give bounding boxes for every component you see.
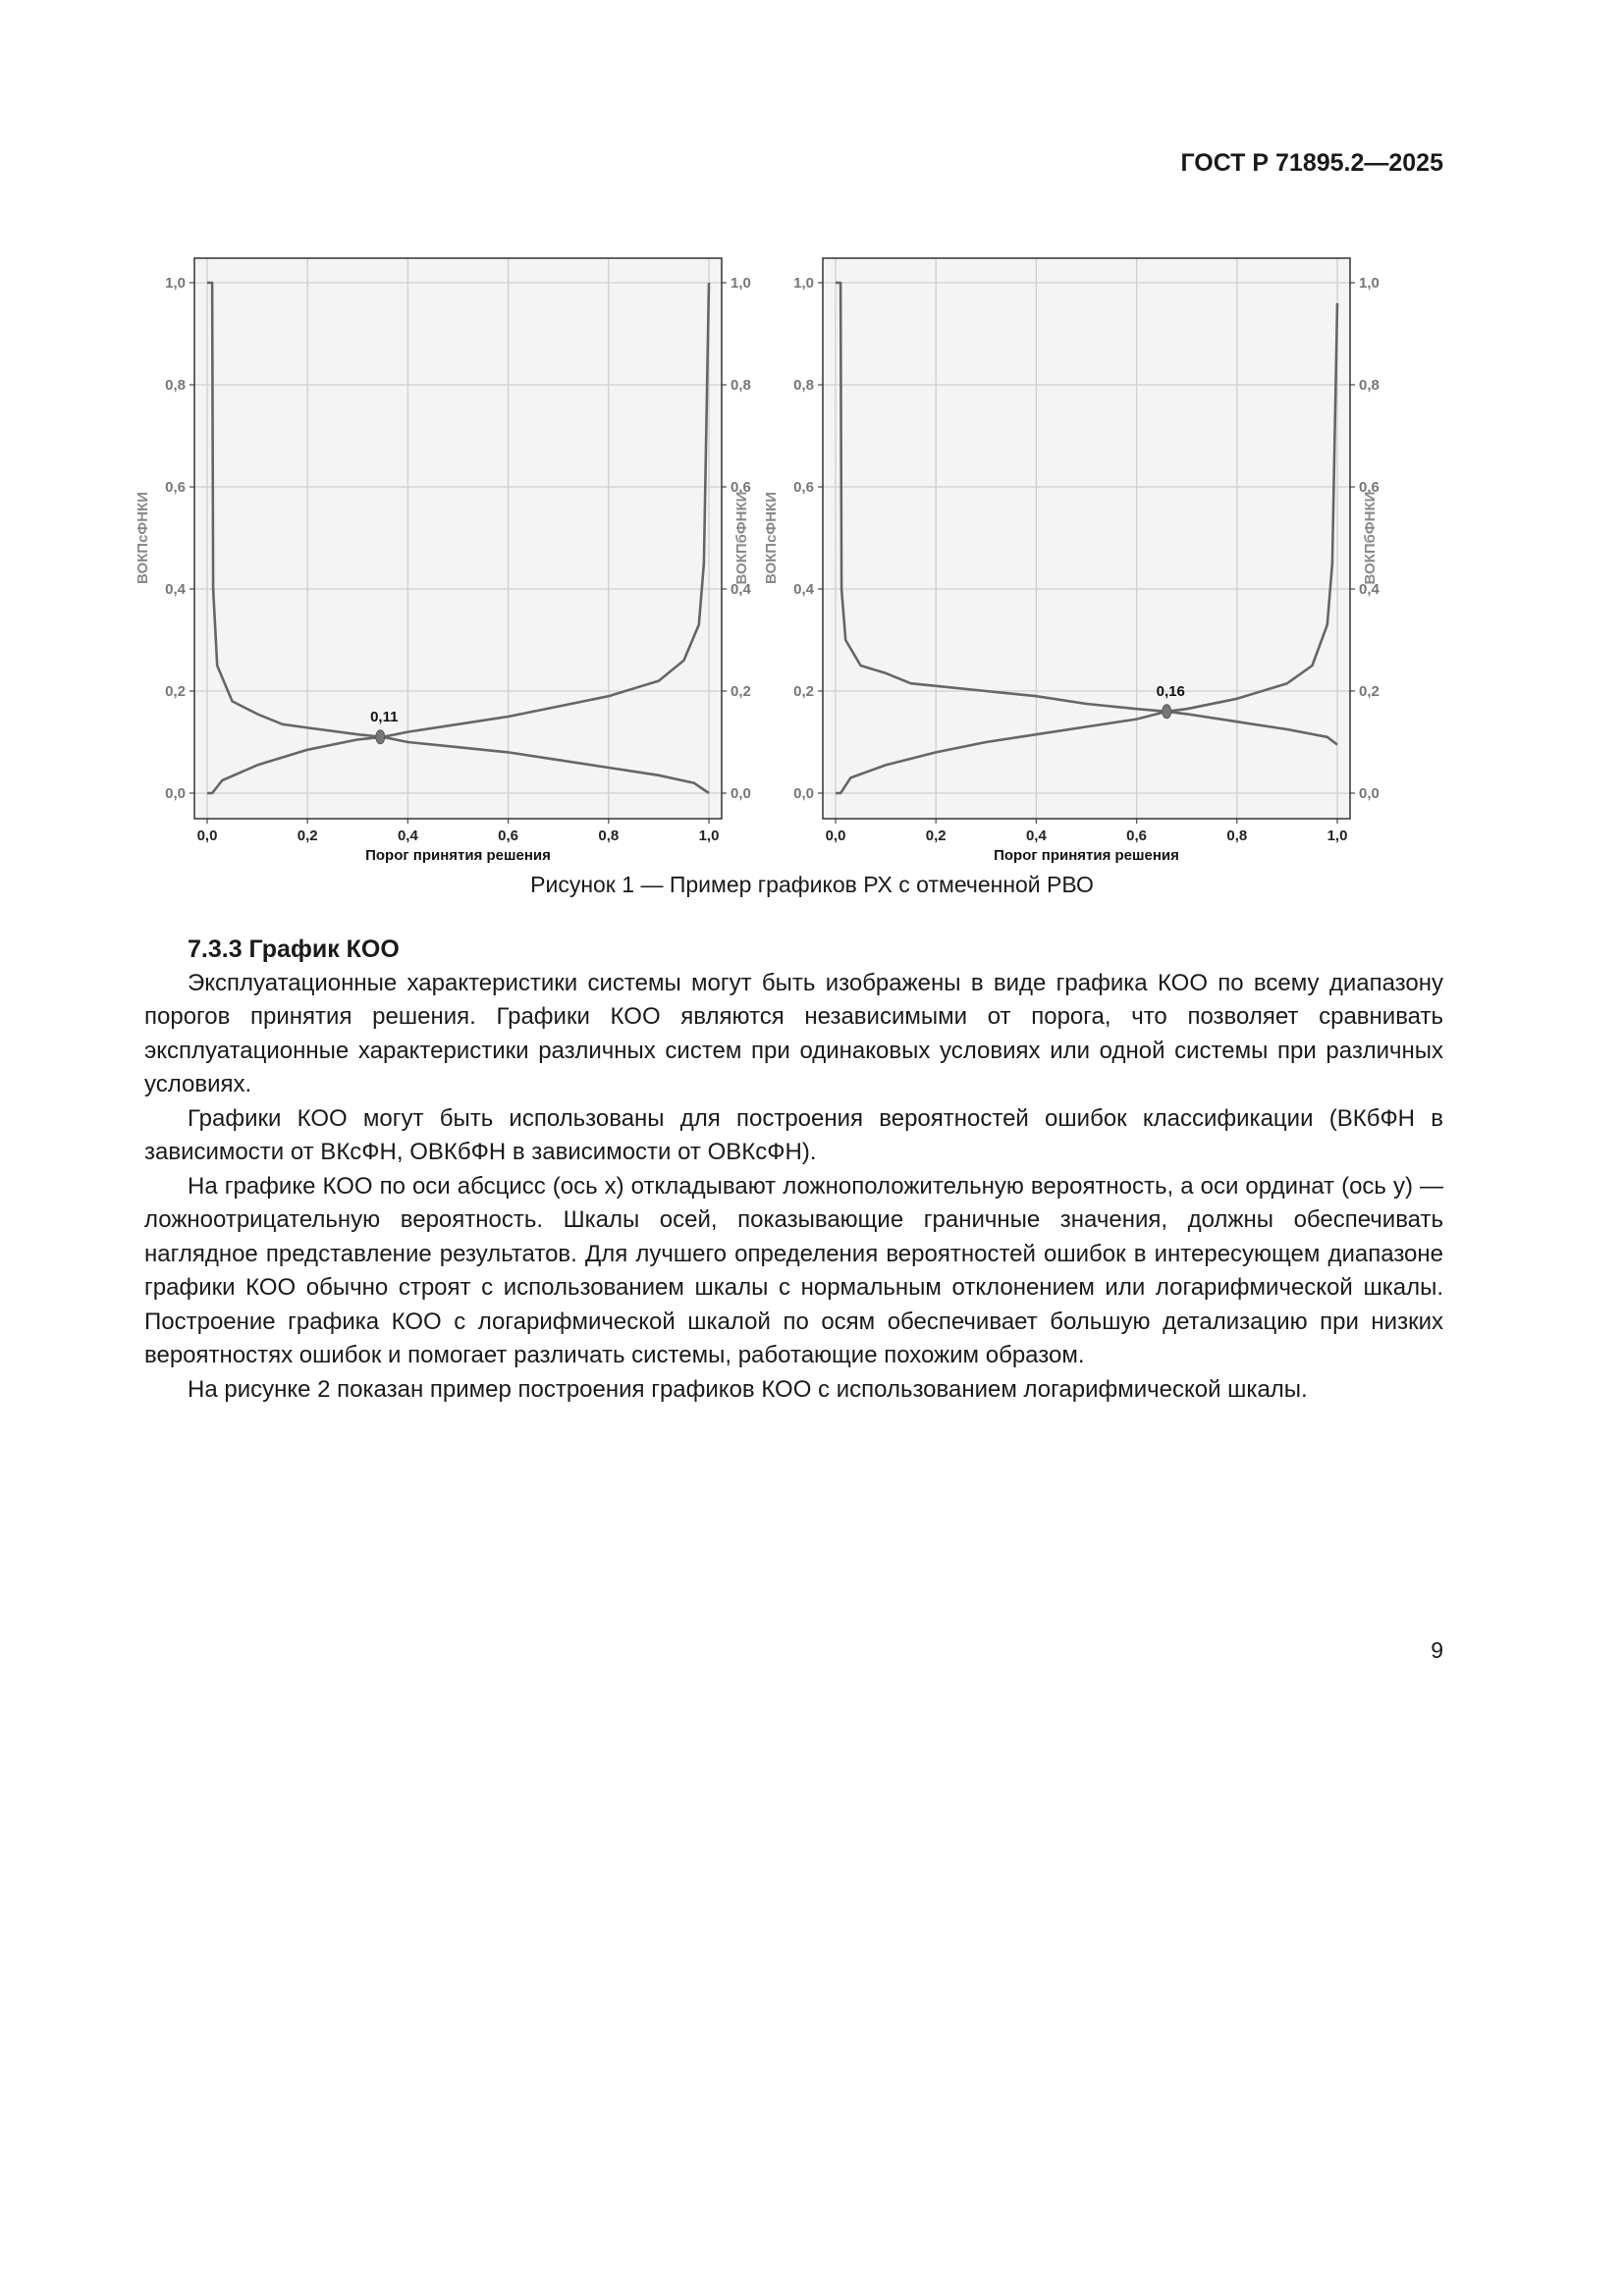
y-axis-label-right: ВОКПбФНКИ	[733, 491, 750, 585]
y-tick-label-left: 0,6	[793, 479, 814, 496]
y-tick-label-left: 0,8	[165, 377, 186, 394]
x-axis-label: Порог принятия решения	[994, 847, 1179, 864]
y-tick-label-left: 0,2	[793, 683, 814, 700]
figure-caption: Рисунок 1 — Пример графиков РХ с отмеченной РВО	[530, 872, 1094, 897]
y-tick-label-right: 1,0	[731, 275, 751, 292]
x-tick-label: 0,0	[825, 828, 846, 844]
paragraph: На графике КОО по оси абсцисс (ось x) откладывают ложноположительную вероятность, а оси ординат (ось y) — ложноотрицательную вероятность. Шкалы осей, показывающие граничные значения, должны обеспечивать наглядное представление результатов. Для лучшего определения вероятностей ошибок в интересующем диапазоне графики КОО обычно строят с использованием шкалы с нормальным отклонением или логарифмической шкалы. Построение графика КОО с логарифмической шкалой по осям обеспечивает большую детализацию при низких вероятностях ошибок и помогает различать системы, работающие похожим образом.	[144, 1172, 1443, 1368]
y-tick-label-right: 0,8	[1359, 377, 1380, 394]
x-axis-label: Порог принятия решения	[365, 847, 551, 864]
chart-right	[756, 245, 1384, 864]
page-number: 9	[1431, 1637, 1443, 1663]
y-tick-label-left: 0,4	[793, 581, 814, 598]
x-tick-label: 0,6	[1126, 828, 1148, 844]
y-tick-label-left: 0,4	[165, 581, 186, 598]
x-tick-label: 0,8	[598, 828, 620, 844]
chart-svg	[128, 245, 756, 864]
paragraph: Графики КОО могут быть использованы для построения вероятностей ошибок классификации (ВКбФН в зависимости от ВКсФН, ОВКбФН в зависимости от ОВКсФН).	[144, 1104, 1443, 1165]
y-tick-label-right: 0,0	[731, 785, 751, 802]
plot-panel	[823, 258, 1350, 819]
eer-label: 0,11	[370, 708, 399, 725]
chart-left	[128, 245, 756, 864]
x-tick-label: 1,0	[1326, 828, 1348, 844]
section-body	[144, 933, 1443, 1407]
y-axis-label-left: ВОКПсФНКИ	[135, 492, 151, 584]
y-tick-label-left: 0,6	[165, 479, 186, 496]
y-tick-label-left: 1,0	[793, 275, 814, 292]
paragraph: Эксплуатационные характеристики системы могут быть изображены в виде графика КОО по всему диапазону порогов принятия решения. Графики КОО являются независимыми от порога, что позволяет сравнивать эксплуатационные характеристики различных систем при одинаковых условиях или одной системы при различных условиях.	[144, 969, 1443, 1097]
paragraph: На рисунке 2 показан пример построения графиков КОО с использованием логарифмической шкалы.	[188, 1375, 1308, 1403]
y-tick-label-right: 0,8	[731, 377, 751, 394]
y-tick-label-left: 1,0	[165, 275, 186, 292]
eer-point	[1163, 705, 1171, 719]
y-tick-label-left: 0,0	[165, 785, 186, 802]
eer-point	[376, 730, 385, 744]
section-heading: 7.3.3 График КОО	[188, 935, 400, 963]
eer-label: 0,16	[1156, 682, 1185, 700]
x-tick-label: 0,6	[498, 828, 519, 844]
y-tick-label-right: 0,4	[731, 581, 751, 598]
y-tick-label-right: 0,0	[1359, 785, 1380, 802]
chart-svg	[756, 245, 1384, 864]
x-tick-label: 0,2	[297, 828, 318, 844]
y-tick-label-left: 0,8	[793, 377, 814, 394]
document-header: ГОСТ Р 71895.2—2025	[1180, 149, 1443, 177]
y-tick-label-right: 0,2	[731, 683, 751, 700]
y-tick-label-right: 0,4	[1359, 581, 1380, 598]
y-tick-label-left: 0,0	[793, 785, 814, 802]
y-tick-label-right: 0,6	[1359, 479, 1380, 496]
y-tick-label-right: 1,0	[1359, 275, 1380, 292]
plot-panel	[194, 258, 722, 819]
x-tick-label: 0,8	[1226, 828, 1248, 844]
x-tick-label: 1,0	[698, 828, 720, 844]
x-tick-label: 0,2	[925, 828, 947, 844]
y-tick-label-right: 0,6	[731, 479, 751, 496]
y-axis-label-left: ВОКПсФНКИ	[763, 492, 780, 584]
y-tick-label-right: 0,2	[1359, 683, 1380, 700]
y-tick-label-left: 0,2	[165, 683, 186, 700]
x-tick-label: 0,4	[1025, 828, 1047, 844]
x-tick-label: 0,0	[196, 828, 218, 844]
y-axis-label-right: ВОКПбФНКИ	[1362, 491, 1379, 585]
x-tick-label: 0,4	[397, 828, 418, 844]
